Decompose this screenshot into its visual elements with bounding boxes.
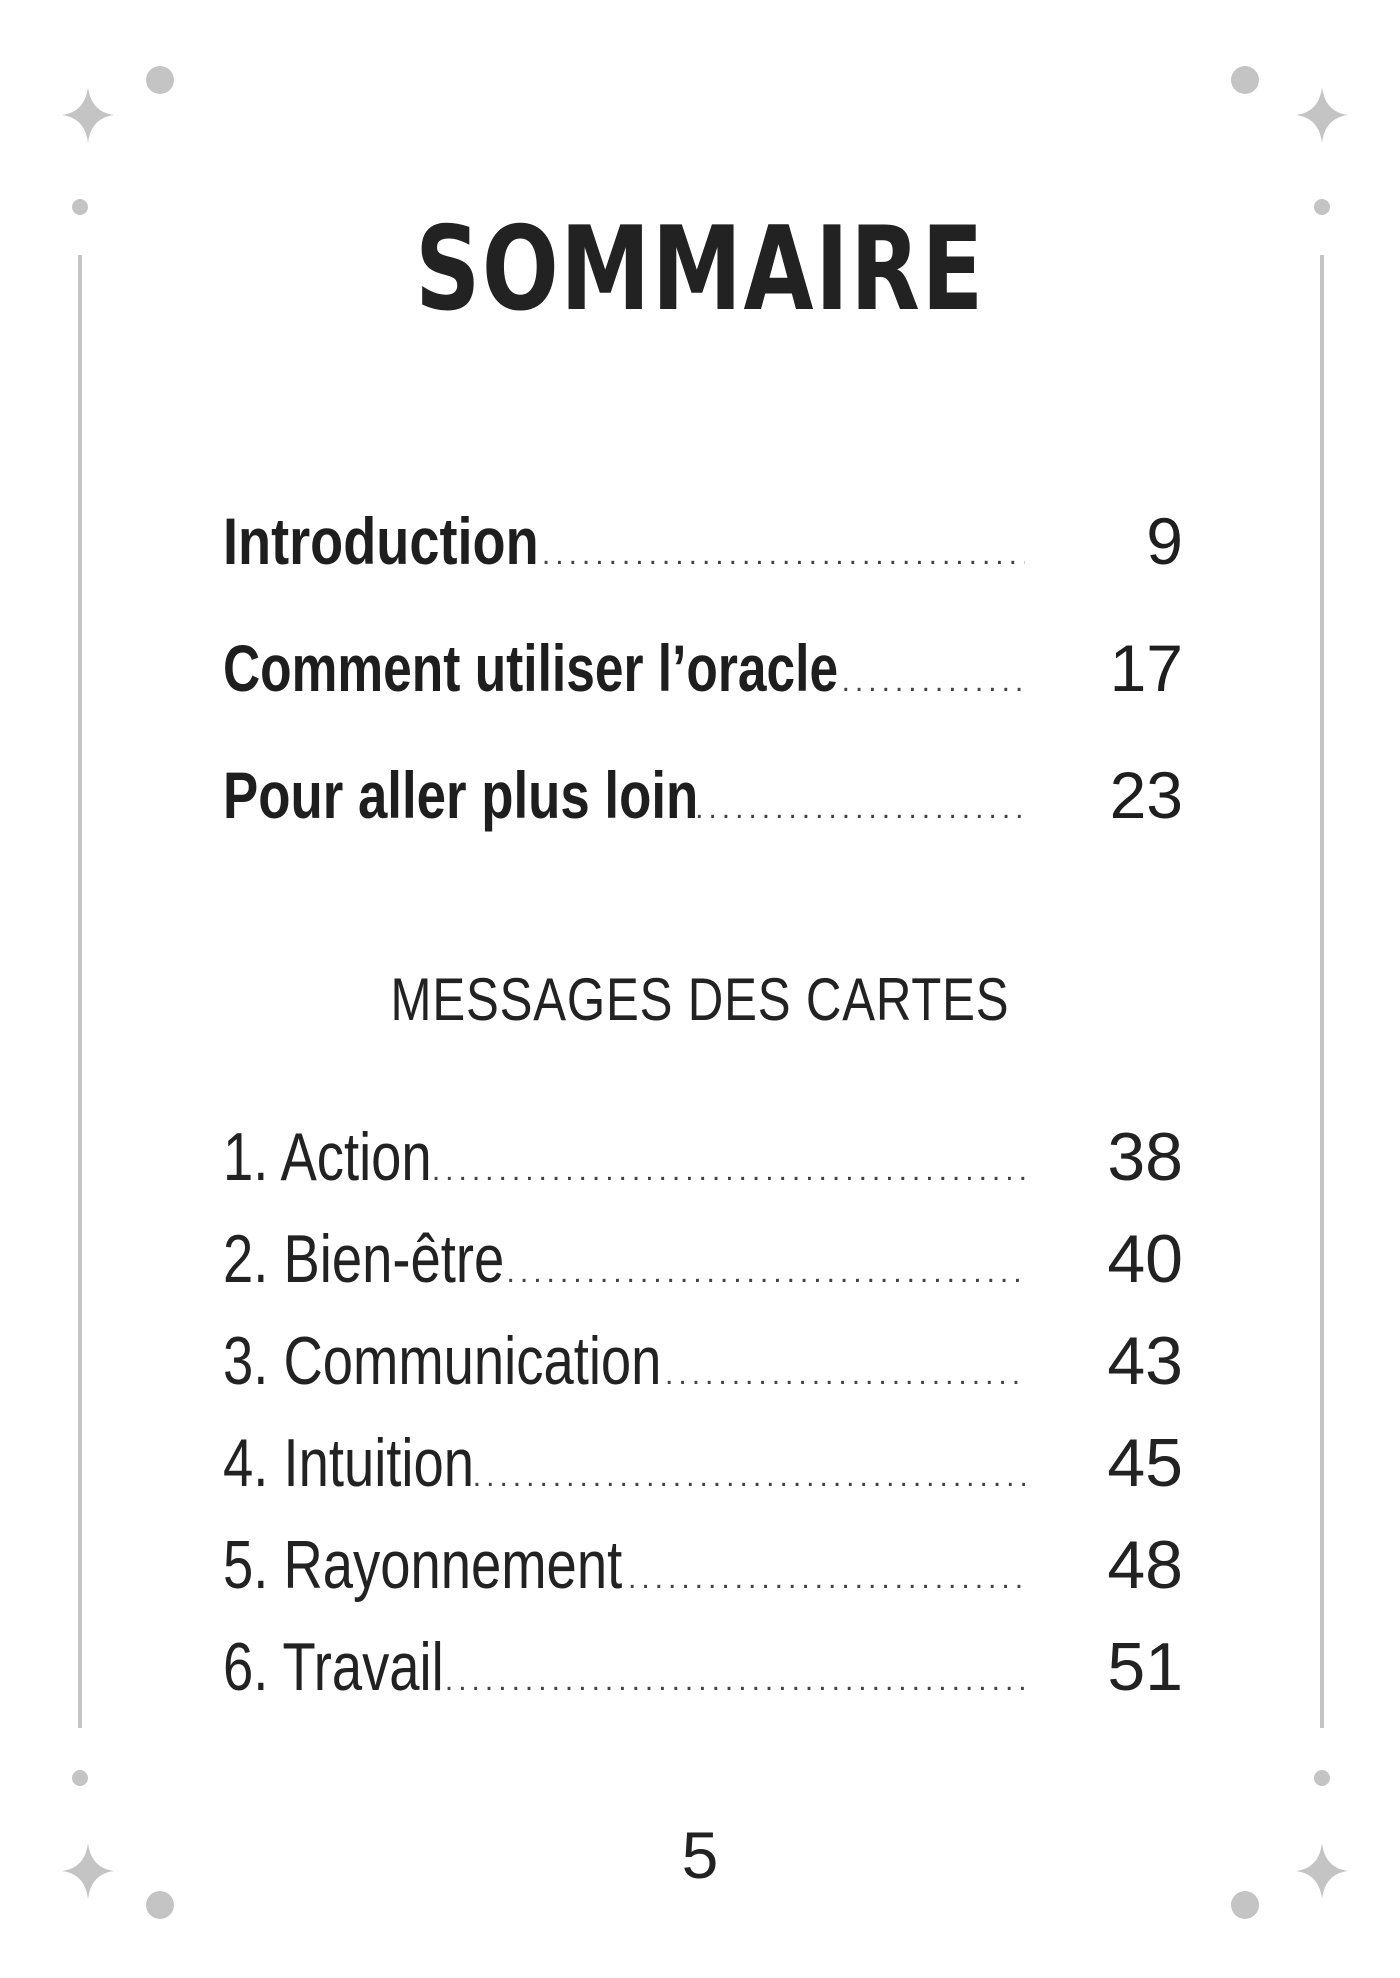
dot-icon [72,199,88,215]
toc-entry-page: 40 [1107,1221,1183,1297]
page-title: SOMMAIRE [415,202,985,337]
toc-entry-comment-utiliser[interactable] [223,630,1183,740]
dot-leader [542,538,1025,572]
dot-leader [445,1664,1025,1698]
toc-entry-intuition[interactable] [223,1424,1183,1534]
toc-entry-label: 4. Intuition [223,1425,475,1501]
dot-icon [1314,199,1330,215]
dot-leader [628,1562,1025,1596]
dot-leader [842,665,1025,699]
dot-icon [146,1891,174,1919]
dot-icon [1314,1770,1330,1786]
toc-entry-label: Comment utiliser l’oracle [223,631,839,705]
toc-entry-label: 5. Rayonnement [223,1527,623,1603]
toc-entry-label: Pour aller plus loin [223,758,699,832]
dot-leader [665,1358,1025,1392]
toc-entry-label: 2. Bien-être [223,1221,505,1297]
dot-icon [72,1770,88,1786]
toc-entry-label: 6. Travail [223,1629,444,1705]
toc-entry-rayonnement[interactable] [223,1526,1183,1636]
toc-entry-action[interactable] [223,1118,1183,1228]
toc-entry-page: 9 [1146,504,1183,578]
dot-leader [432,1154,1025,1188]
toc-entry-label: 3. Communication [223,1323,662,1399]
toc-entry-pour-aller[interactable] [223,757,1183,867]
sparkle-icon [62,87,114,143]
section-heading: MESSAGES DES CARTES [390,966,1010,1033]
toc-entry-label: Introduction [223,504,539,578]
toc-entry-page: 48 [1107,1527,1183,1603]
toc-entry-page: 51 [1107,1629,1183,1705]
toc-entry-communication[interactable] [223,1322,1183,1432]
page-number: 5 [681,1818,719,1892]
toc-entry-bien-etre[interactable] [223,1220,1183,1330]
toc-entry-page: 43 [1107,1323,1183,1399]
toc-entry-label: 1. Action [223,1119,432,1195]
toc-entry-page: 17 [1109,631,1183,705]
dot-icon [1231,1891,1259,1919]
toc-entry-page: 38 [1107,1119,1183,1195]
dot-leader [507,1256,1025,1290]
dot-leader [473,1460,1025,1494]
dot-icon [1231,66,1259,94]
toc-entry-introduction[interactable] [223,503,1183,613]
sparkle-icon [1296,87,1348,143]
toc-entry-page: 45 [1107,1425,1183,1501]
dot-icon [146,66,174,94]
toc-entry-page: 23 [1109,758,1183,832]
toc-entry-travail[interactable] [223,1628,1183,1738]
dot-leader [695,792,1025,826]
